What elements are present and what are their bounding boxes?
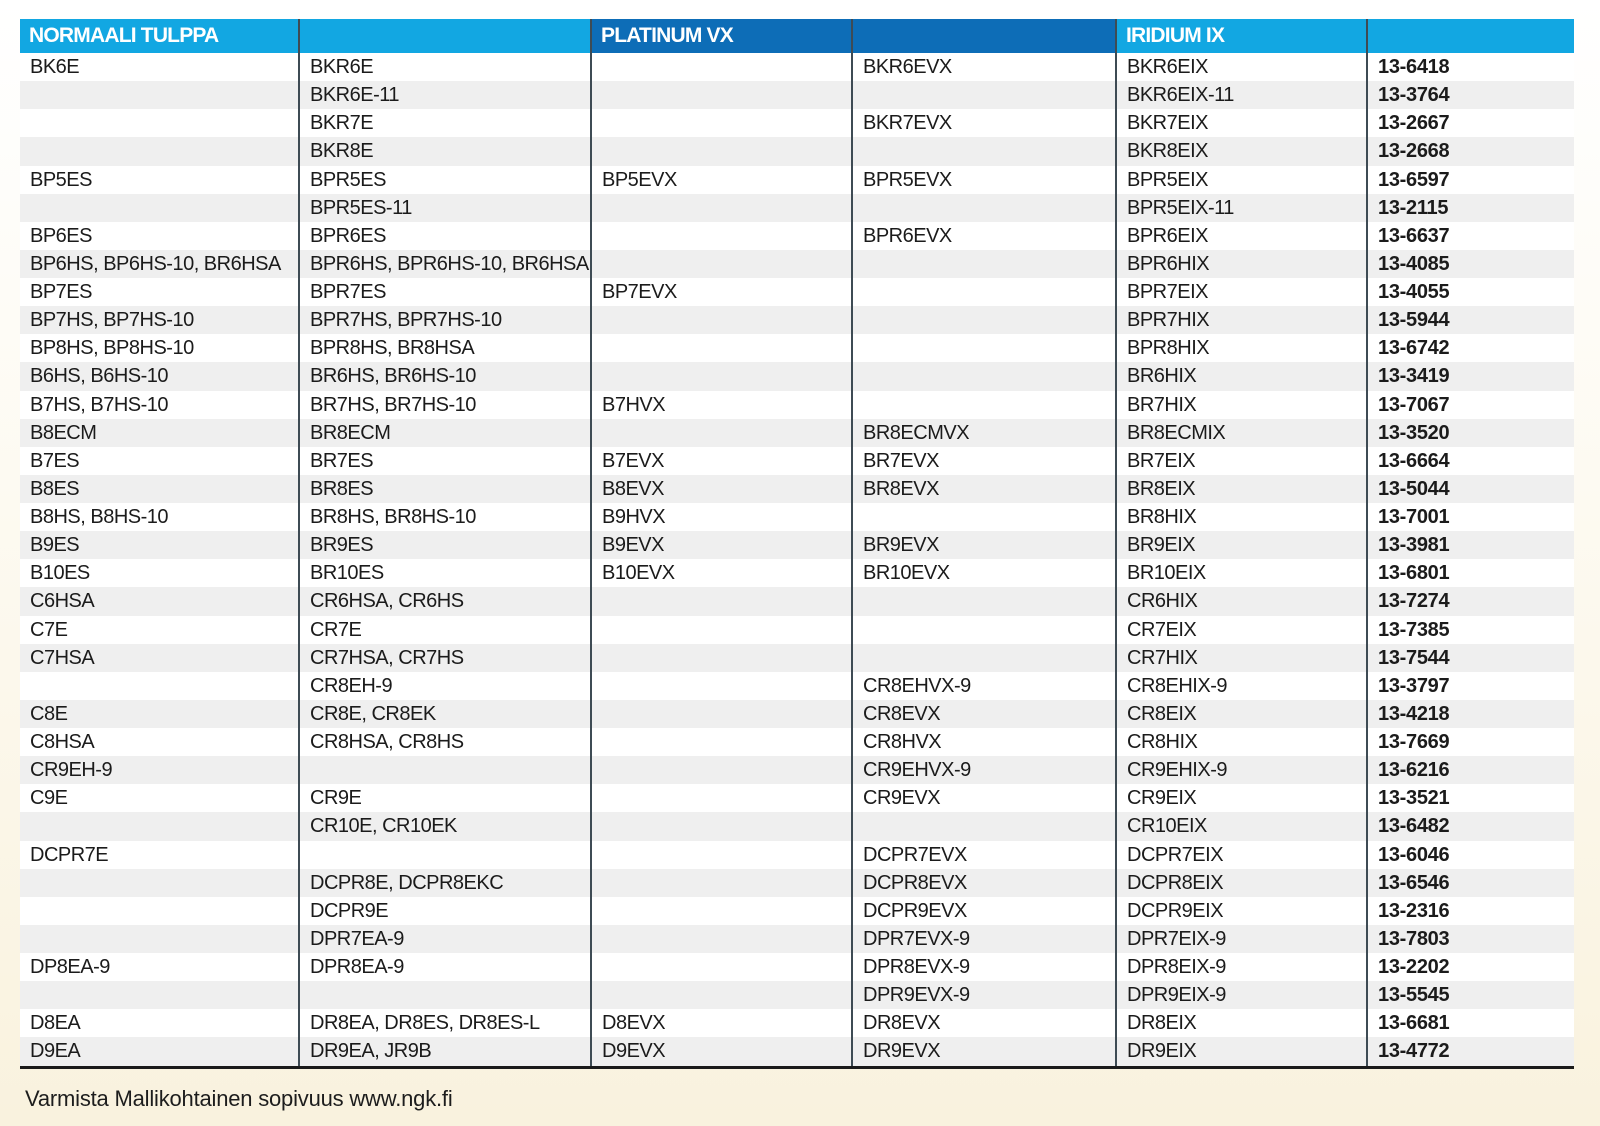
cell-normal-plug-alt: BPR6HS, BPR6HS-10, BR6HSA bbox=[300, 250, 592, 278]
cell-part-number: 13-3764 bbox=[1378, 84, 1450, 107]
cell-normal-plug: C9E bbox=[20, 784, 300, 812]
cell-platinum-vx bbox=[592, 672, 853, 700]
cell-platinum-vx-alt: BR7EVX bbox=[853, 447, 1117, 475]
spark-plug-cross-reference-table bbox=[20, 19, 1574, 1069]
table-row bbox=[20, 925, 1574, 953]
cell-part-number: 13-5044 bbox=[1378, 477, 1450, 500]
table-row bbox=[20, 166, 1574, 194]
column-header-blank-2 bbox=[853, 19, 1117, 53]
cell-normal-plug: B8ES bbox=[20, 475, 300, 503]
table-row bbox=[20, 953, 1574, 981]
cell-normal-plug: C8HSA bbox=[20, 728, 300, 756]
cell-iridium-ix: BR7EIX bbox=[1117, 447, 1368, 475]
cell-platinum-vx-alt: BPR6EVX bbox=[853, 222, 1117, 250]
cell-part-number: 13-4218 bbox=[1378, 702, 1450, 725]
cell-platinum-vx-alt: CR8EVX bbox=[853, 700, 1117, 728]
table-row bbox=[20, 306, 1574, 334]
table-row bbox=[20, 334, 1574, 362]
cell-part-number: 13-7067 bbox=[1378, 393, 1450, 416]
column-header-blank-3 bbox=[1368, 19, 1574, 53]
cell-normal-plug: D9EA bbox=[20, 1037, 300, 1065]
cell-part-number: 13-7274 bbox=[1378, 590, 1450, 613]
cell-platinum-vx-alt: CR8HVX bbox=[853, 728, 1117, 756]
cell-normal-plug-alt: CR9E bbox=[300, 784, 592, 812]
cell-normal-plug-alt: BR8ES bbox=[300, 475, 592, 503]
table-row bbox=[20, 531, 1574, 559]
cell-normal-plug: BP6ES bbox=[20, 222, 300, 250]
cell-part-number: 13-4055 bbox=[1378, 281, 1450, 303]
cell-normal-plug-alt: BR9ES bbox=[300, 531, 592, 559]
cell-platinum-vx-alt bbox=[853, 812, 1117, 840]
column-header-blank-1 bbox=[300, 19, 592, 53]
cell-normal-plug-alt: DR8EA, DR8ES, DR8ES-L bbox=[300, 1009, 592, 1037]
table-body bbox=[20, 53, 1574, 1069]
cell-iridium-ix: CR8EHIX-9 bbox=[1117, 672, 1368, 700]
cell-platinum-vx bbox=[592, 812, 853, 840]
cell-part-number: 13-5944 bbox=[1378, 309, 1450, 332]
cell-iridium-ix: BKR6EIX bbox=[1117, 53, 1368, 81]
cell-part-number: 13-6418 bbox=[1378, 56, 1450, 78]
cell-iridium-ix: DR9EIX bbox=[1117, 1037, 1368, 1065]
table-row bbox=[20, 475, 1574, 503]
table-row bbox=[20, 700, 1574, 728]
cell-platinum-vx-alt bbox=[853, 194, 1117, 222]
cell-normal-plug-alt bbox=[300, 841, 592, 869]
cell-iridium-ix: BKR8EIX bbox=[1117, 137, 1368, 165]
table-row bbox=[20, 109, 1574, 137]
cell-platinum-vx: B10EVX bbox=[592, 559, 853, 587]
cell-platinum-vx-alt bbox=[853, 587, 1117, 615]
column-header-normaali-tulppa: NORMAALI TULPPA bbox=[20, 19, 300, 53]
cell-iridium-ix: CR8EIX bbox=[1117, 700, 1368, 728]
table-row bbox=[20, 587, 1574, 615]
table-row bbox=[20, 616, 1574, 644]
cell-part-number: 13-3520 bbox=[1378, 421, 1450, 444]
cell-normal-plug-alt: BKR6E-11 bbox=[300, 81, 592, 109]
cell-part-number: 13-6637 bbox=[1378, 224, 1450, 247]
cell-normal-plug-alt: CR6HSA, CR6HS bbox=[300, 587, 592, 615]
cell-normal-plug bbox=[20, 672, 300, 700]
cell-normal-plug: C8E bbox=[20, 700, 300, 728]
cell-normal-plug: B7ES bbox=[20, 447, 300, 475]
cell-part-number: 13-3981 bbox=[1378, 534, 1450, 557]
cell-normal-plug-alt bbox=[300, 756, 592, 784]
cell-normal-plug: B10ES bbox=[20, 559, 300, 587]
cell-normal-plug: BP6HS, BP6HS-10, BR6HSA bbox=[20, 250, 300, 278]
cell-normal-plug: C7HSA bbox=[20, 644, 300, 672]
cell-platinum-vx bbox=[592, 250, 853, 278]
cell-iridium-ix: BR8HIX bbox=[1117, 503, 1368, 531]
cell-iridium-ix: BPR6HIX bbox=[1117, 250, 1368, 278]
table-row bbox=[20, 278, 1574, 306]
table-row bbox=[20, 756, 1574, 784]
cell-normal-plug-alt: CR8HSA, CR8HS bbox=[300, 728, 592, 756]
cell-platinum-vx-alt bbox=[853, 616, 1117, 644]
cell-iridium-ix: CR6HIX bbox=[1117, 587, 1368, 615]
cell-part-number: 13-7385 bbox=[1378, 618, 1450, 641]
table-row bbox=[20, 53, 1574, 81]
table-row bbox=[20, 503, 1574, 531]
cell-platinum-vx-alt bbox=[853, 503, 1117, 531]
cell-platinum-vx-alt: BR8ECMVX bbox=[853, 419, 1117, 447]
cell-normal-plug-alt: BPR5ES-11 bbox=[300, 194, 592, 222]
cell-iridium-ix: BKR7EIX bbox=[1117, 109, 1368, 137]
cell-iridium-ix: DCPR7EIX bbox=[1117, 841, 1368, 869]
cell-normal-plug-alt: BPR7ES bbox=[300, 278, 592, 306]
cell-platinum-vx bbox=[592, 953, 853, 981]
cell-normal-plug-alt: BPR6ES bbox=[300, 222, 592, 250]
cell-part-number: 13-7001 bbox=[1378, 506, 1450, 528]
cell-part-number: 13-6482 bbox=[1378, 815, 1450, 838]
cell-iridium-ix: CR9EHIX-9 bbox=[1117, 756, 1368, 784]
cell-platinum-vx bbox=[592, 109, 853, 137]
cell-normal-plug-alt: BKR6E bbox=[300, 53, 592, 81]
cell-platinum-vx-alt bbox=[853, 644, 1117, 672]
cell-part-number: 13-4085 bbox=[1378, 252, 1450, 275]
cell-normal-plug-alt: DPR8EA-9 bbox=[300, 953, 592, 981]
cell-normal-plug bbox=[20, 981, 300, 1009]
cell-platinum-vx-alt: DR9EVX bbox=[853, 1037, 1117, 1065]
cell-normal-plug-alt bbox=[300, 981, 592, 1009]
cell-normal-plug-alt: CR8E, CR8EK bbox=[300, 700, 592, 728]
cell-platinum-vx bbox=[592, 869, 853, 897]
cell-normal-plug-alt: BR10ES bbox=[300, 559, 592, 587]
cell-iridium-ix: BR6HIX bbox=[1117, 362, 1368, 390]
cell-normal-plug-alt: DPR7EA-9 bbox=[300, 925, 592, 953]
cell-iridium-ix: DPR7EIX-9 bbox=[1117, 925, 1368, 953]
cell-platinum-vx bbox=[592, 616, 853, 644]
table-row bbox=[20, 447, 1574, 475]
cell-platinum-vx: BP7EVX bbox=[592, 278, 853, 306]
table-row bbox=[20, 784, 1574, 812]
cell-iridium-ix: BPR5EIX-11 bbox=[1117, 194, 1368, 222]
cell-platinum-vx-alt: DPR9EVX-9 bbox=[853, 981, 1117, 1009]
cell-part-number: 13-2667 bbox=[1378, 112, 1450, 135]
cell-platinum-vx-alt bbox=[853, 137, 1117, 165]
cell-normal-plug: BK6E bbox=[20, 53, 300, 81]
cell-platinum-vx: B8EVX bbox=[592, 475, 853, 503]
cell-iridium-ix: BPR5EIX bbox=[1117, 166, 1368, 194]
cell-platinum-vx-alt: DCPR8EVX bbox=[853, 869, 1117, 897]
cell-normal-plug-alt: BR8HS, BR8HS-10 bbox=[300, 503, 592, 531]
cell-platinum-vx: D8EVX bbox=[592, 1009, 853, 1037]
cell-normal-plug: B9ES bbox=[20, 531, 300, 559]
column-header-iridium-ix: IRIDIUM IX bbox=[1117, 19, 1368, 53]
cell-normal-plug: C6HSA bbox=[20, 587, 300, 615]
cell-platinum-vx bbox=[592, 756, 853, 784]
cell-platinum-vx: B7HVX bbox=[592, 391, 853, 419]
cell-normal-plug: BP5ES bbox=[20, 166, 300, 194]
cell-normal-plug-alt: BR7ES bbox=[300, 447, 592, 475]
cell-platinum-vx: B9EVX bbox=[592, 531, 853, 559]
table-row bbox=[20, 250, 1574, 278]
table-row bbox=[20, 812, 1574, 840]
cell-platinum-vx bbox=[592, 925, 853, 953]
cell-iridium-ix: BR9EIX bbox=[1117, 531, 1368, 559]
cell-platinum-vx bbox=[592, 362, 853, 390]
cell-platinum-vx-alt: BPR5EVX bbox=[853, 166, 1117, 194]
table-row bbox=[20, 559, 1574, 587]
cell-platinum-vx bbox=[592, 194, 853, 222]
cell-normal-plug-alt: BKR8E bbox=[300, 137, 592, 165]
cell-platinum-vx-alt: DCPR9EVX bbox=[853, 897, 1117, 925]
cell-platinum-vx bbox=[592, 306, 853, 334]
cell-platinum-vx-alt bbox=[853, 278, 1117, 306]
cell-normal-plug-alt: CR7HSA, CR7HS bbox=[300, 644, 592, 672]
cell-part-number: 13-2316 bbox=[1378, 899, 1450, 922]
cell-platinum-vx bbox=[592, 334, 853, 362]
table-row bbox=[20, 391, 1574, 419]
cell-iridium-ix: BPR7EIX bbox=[1117, 278, 1368, 306]
table-row bbox=[20, 897, 1574, 925]
cell-normal-plug: CR9EH-9 bbox=[20, 756, 300, 784]
cell-part-number: 13-7669 bbox=[1378, 731, 1450, 753]
cell-iridium-ix: CR7EIX bbox=[1117, 616, 1368, 644]
cell-platinum-vx-alt: BKR6EVX bbox=[853, 53, 1117, 81]
cell-iridium-ix: BKR6EIX-11 bbox=[1117, 81, 1368, 109]
table-row bbox=[20, 672, 1574, 700]
cell-part-number: 13-4772 bbox=[1378, 1040, 1450, 1063]
table-row bbox=[20, 194, 1574, 222]
cell-part-number: 13-6046 bbox=[1378, 843, 1450, 866]
cell-normal-plug: DCPR7E bbox=[20, 841, 300, 869]
cell-normal-plug-alt: BR8ECM bbox=[300, 419, 592, 447]
cell-platinum-vx bbox=[592, 841, 853, 869]
cell-part-number: 13-2202 bbox=[1378, 956, 1450, 978]
cell-normal-plug-alt: BPR8HS, BR8HSA bbox=[300, 334, 592, 362]
cell-normal-plug: B6HS, B6HS-10 bbox=[20, 362, 300, 390]
table-row bbox=[20, 81, 1574, 109]
cell-part-number: 13-6546 bbox=[1378, 871, 1450, 894]
cell-part-number: 13-2115 bbox=[1378, 196, 1449, 219]
cell-platinum-vx-alt: DR8EVX bbox=[853, 1009, 1117, 1037]
cell-normal-plug bbox=[20, 81, 300, 109]
cell-part-number: 13-6597 bbox=[1378, 168, 1450, 191]
cell-normal-plug-alt: CR10E, CR10EK bbox=[300, 812, 592, 840]
cell-platinum-vx-alt bbox=[853, 250, 1117, 278]
cell-platinum-vx bbox=[592, 137, 853, 165]
cell-iridium-ix: CR9EIX bbox=[1117, 784, 1368, 812]
cell-normal-plug: B8HS, B8HS-10 bbox=[20, 503, 300, 531]
cell-platinum-vx-alt bbox=[853, 391, 1117, 419]
cell-normal-plug: BP7ES bbox=[20, 278, 300, 306]
cell-part-number: 13-6664 bbox=[1378, 449, 1450, 472]
cell-iridium-ix: DR8EIX bbox=[1117, 1009, 1368, 1037]
table-row bbox=[20, 644, 1574, 672]
cell-normal-plug: D8EA bbox=[20, 1009, 300, 1037]
cell-normal-plug bbox=[20, 812, 300, 840]
cell-normal-plug-alt: BR7HS, BR7HS-10 bbox=[300, 391, 592, 419]
cell-platinum-vx-alt: BR10EVX bbox=[853, 559, 1117, 587]
cell-platinum-vx bbox=[592, 53, 853, 81]
cell-platinum-vx: BP5EVX bbox=[592, 166, 853, 194]
cell-normal-plug: B8ECM bbox=[20, 419, 300, 447]
cell-part-number: 13-7803 bbox=[1378, 927, 1450, 950]
cell-normal-plug-alt: DCPR9E bbox=[300, 897, 592, 925]
cell-platinum-vx bbox=[592, 644, 853, 672]
table-row bbox=[20, 222, 1574, 250]
cell-part-number: 13-6681 bbox=[1378, 1012, 1450, 1035]
cell-iridium-ix: DCPR8EIX bbox=[1117, 869, 1368, 897]
cell-iridium-ix: BPR6EIX bbox=[1117, 222, 1368, 250]
cell-normal-plug-alt: CR7E bbox=[300, 616, 592, 644]
cell-normal-plug bbox=[20, 897, 300, 925]
cell-iridium-ix: BPR8HIX bbox=[1117, 334, 1368, 362]
cell-platinum-vx bbox=[592, 81, 853, 109]
cell-part-number: 13-7544 bbox=[1378, 646, 1450, 669]
cell-platinum-vx bbox=[592, 728, 853, 756]
cell-normal-plug-alt: DR9EA, JR9B bbox=[300, 1037, 592, 1065]
cell-platinum-vx bbox=[592, 700, 853, 728]
cell-normal-plug bbox=[20, 869, 300, 897]
cell-platinum-vx bbox=[592, 981, 853, 1009]
cell-part-number: 13-2668 bbox=[1378, 140, 1450, 163]
cell-platinum-vx-alt: BKR7EVX bbox=[853, 109, 1117, 137]
cell-part-number: 13-6216 bbox=[1378, 759, 1450, 782]
cell-platinum-vx-alt: DPR8EVX-9 bbox=[853, 953, 1117, 981]
cell-normal-plug-alt: CR8EH-9 bbox=[300, 672, 592, 700]
cell-part-number: 13-3521 bbox=[1378, 787, 1450, 810]
cell-platinum-vx-alt: DPR7EVX-9 bbox=[853, 925, 1117, 953]
cell-normal-plug bbox=[20, 194, 300, 222]
cell-platinum-vx bbox=[592, 222, 853, 250]
cell-iridium-ix: DPR8EIX-9 bbox=[1117, 953, 1368, 981]
cell-platinum-vx-alt: BR8EVX bbox=[853, 475, 1117, 503]
cell-platinum-vx-alt bbox=[853, 306, 1117, 334]
cell-normal-plug bbox=[20, 109, 300, 137]
column-header-platinum-vx: PLATINUM VX bbox=[592, 19, 853, 53]
cell-part-number: 13-3797 bbox=[1378, 674, 1450, 697]
cell-platinum-vx-alt: CR9EVX bbox=[853, 784, 1117, 812]
cell-iridium-ix: CR7HIX bbox=[1117, 644, 1368, 672]
table-row bbox=[20, 1037, 1574, 1065]
cell-iridium-ix: BR10EIX bbox=[1117, 559, 1368, 587]
cell-normal-plug-alt: BR6HS, BR6HS-10 bbox=[300, 362, 592, 390]
table-row bbox=[20, 841, 1574, 869]
table-header-row bbox=[20, 19, 1574, 53]
table-row bbox=[20, 1009, 1574, 1037]
cell-iridium-ix: BR7HIX bbox=[1117, 391, 1368, 419]
table-row bbox=[20, 728, 1574, 756]
cell-platinum-vx: B7EVX bbox=[592, 447, 853, 475]
cell-part-number: 13-3419 bbox=[1378, 365, 1450, 388]
cell-part-number: 13-6801 bbox=[1378, 562, 1450, 585]
table-row bbox=[20, 419, 1574, 447]
cell-part-number: 13-6742 bbox=[1378, 337, 1450, 360]
cell-platinum-vx bbox=[592, 419, 853, 447]
cell-normal-plug: C7E bbox=[20, 616, 300, 644]
cell-iridium-ix: CR8HIX bbox=[1117, 728, 1368, 756]
cell-platinum-vx bbox=[592, 784, 853, 812]
cell-platinum-vx-alt: BR9EVX bbox=[853, 531, 1117, 559]
cell-normal-plug-alt: BPR5ES bbox=[300, 166, 592, 194]
cell-normal-plug: B7HS, B7HS-10 bbox=[20, 391, 300, 419]
cell-normal-plug-alt: DCPR8E, DCPR8EKC bbox=[300, 869, 592, 897]
table-row bbox=[20, 137, 1574, 165]
cell-platinum-vx-alt: CR9EHVX-9 bbox=[853, 756, 1117, 784]
cell-normal-plug-alt: BKR7E bbox=[300, 109, 592, 137]
cell-normal-plug: BP8HS, BP8HS-10 bbox=[20, 334, 300, 362]
cell-platinum-vx bbox=[592, 897, 853, 925]
cell-normal-plug bbox=[20, 137, 300, 165]
cell-iridium-ix: DCPR9EIX bbox=[1117, 897, 1368, 925]
cell-platinum-vx-alt: CR8EHVX-9 bbox=[853, 672, 1117, 700]
cell-iridium-ix: BPR7HIX bbox=[1117, 306, 1368, 334]
cell-normal-plug: BP7HS, BP7HS-10 bbox=[20, 306, 300, 334]
cell-iridium-ix: BR8EIX bbox=[1117, 475, 1368, 503]
cell-platinum-vx: B9HVX bbox=[592, 503, 853, 531]
table-row bbox=[20, 362, 1574, 390]
cell-part-number: 13-5545 bbox=[1378, 984, 1450, 1007]
table-row bbox=[20, 869, 1574, 897]
cell-normal-plug bbox=[20, 925, 300, 953]
cell-platinum-vx bbox=[592, 587, 853, 615]
table-row bbox=[20, 981, 1574, 1009]
footer-note: Varmista Mallikohtainen sopivuus www.ngk.fi bbox=[25, 1086, 453, 1111]
cell-platinum-vx-alt: DCPR7EVX bbox=[853, 841, 1117, 869]
cell-iridium-ix: BR8ECMIX bbox=[1117, 419, 1368, 447]
cell-normal-plug-alt: BPR7HS, BPR7HS-10 bbox=[300, 306, 592, 334]
cell-normal-plug: DP8EA-9 bbox=[20, 953, 300, 981]
cell-iridium-ix: CR10EIX bbox=[1117, 812, 1368, 840]
cell-platinum-vx-alt bbox=[853, 81, 1117, 109]
cell-platinum-vx: D9EVX bbox=[592, 1037, 853, 1065]
cell-platinum-vx-alt bbox=[853, 362, 1117, 390]
cell-iridium-ix: DPR9EIX-9 bbox=[1117, 981, 1368, 1009]
cell-platinum-vx-alt bbox=[853, 334, 1117, 362]
